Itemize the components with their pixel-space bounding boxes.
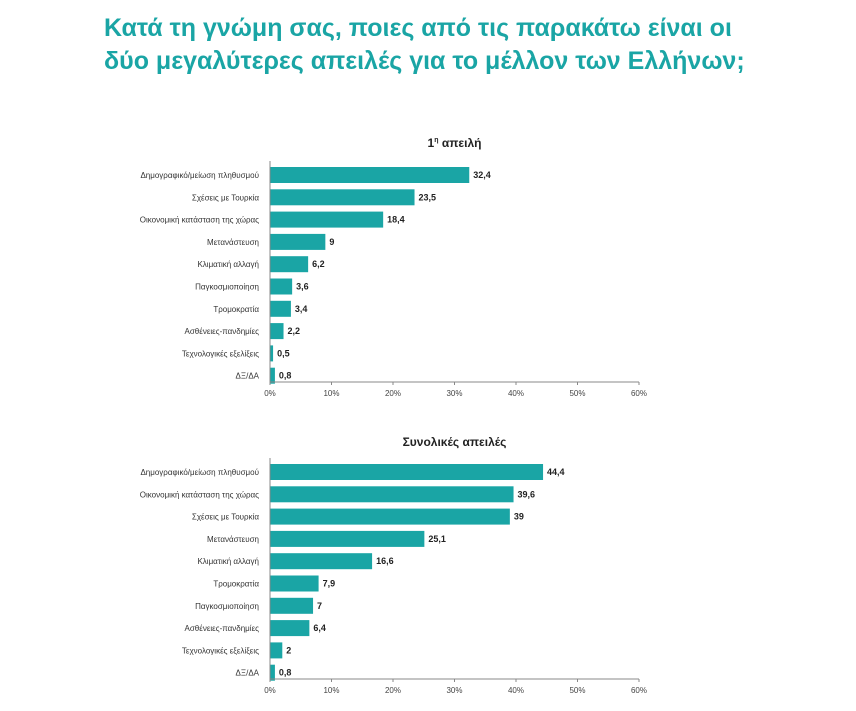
bar [270,464,543,480]
value-label: 2,2 [287,326,301,337]
value-label: 7,9 [322,578,336,589]
value-label: 0,5 [277,348,290,359]
bar [270,301,291,317]
bar [270,553,372,569]
bar [270,620,309,636]
chart-title: Συνολικές απειλές [402,435,507,449]
x-tick-label: 40% [507,686,525,695]
value-label: 18,4 [387,214,405,225]
category-label: Παγκοσμιοποίηση [195,601,259,611]
bar [270,598,313,614]
value-label: 0,8 [278,370,292,381]
x-tick-label: 60% [630,686,648,695]
bar [270,234,325,250]
value-label: 44,4 [547,467,565,477]
bar [270,665,275,681]
chart-title: $1^\eta$ απειλή [427,136,482,150]
value-label: 9 [329,236,335,247]
category-label: Τεχνολογικές εξελίξεις [181,646,259,656]
value-label: 32,4 [473,170,491,180]
category-label: Μετανάστευση [207,237,259,247]
value-label: 7 [317,600,323,611]
category-label: Παγκοσμιοποίηση [195,282,259,292]
category-label: Δημογραφικό/μείωση πληθυσμού [140,468,259,477]
bar [270,279,292,295]
bar [270,486,514,502]
category-label: ΔΞ/ΔΑ [235,371,259,381]
category-label: Μετανάστευση [207,534,259,544]
x-tick-label: 40% [507,389,525,398]
chart-first-threat [140,136,647,398]
category-label: Τρομοκρατία [213,579,259,589]
value-label: 3,4 [294,303,308,314]
bar [270,189,415,205]
value-label: 16,6 [376,556,394,567]
value-label: 25,1 [428,533,446,544]
bar [270,256,308,272]
category-label: Κλιματική αλλαγή [197,260,259,270]
x-tick-label: 60% [630,389,648,398]
x-tick-label: 10% [323,389,340,398]
chart-total-threats [140,435,647,695]
x-tick-label: 30% [446,686,463,695]
value-label: 3,6 [296,281,309,292]
value-label: 0,8 [278,667,292,678]
x-tick-label: 0% [264,686,276,695]
category-label: Οικονομική κατάσταση της χώρας [139,490,259,500]
x-tick-label: 0% [264,389,276,398]
x-tick-label: 20% [384,389,402,398]
category-label: Σχέσεις με Τουρκία [191,193,259,203]
bar [270,368,275,384]
value-label: 39,6 [517,489,536,500]
category-label: Τρομοκρατία [213,304,259,314]
x-tick-label: 10% [323,686,340,695]
value-label: 6,4 [313,623,326,634]
value-label: 2 [286,645,292,656]
category-label: Τεχνολογικές εξελίξεις [181,349,259,359]
x-tick-label: 50% [569,686,586,695]
x-tick-label: 30% [446,389,463,398]
bar [270,212,383,228]
bar [270,509,510,525]
category-label: Δημογραφικό/μείωση πληθυσμού [140,171,259,180]
bar [270,642,282,658]
x-tick-label: 20% [384,686,402,695]
category-label: Ασθένειες-πανδημίες [184,327,259,337]
value-label: 39 [513,511,524,522]
category-label: Κλιματική αλλαγή [197,557,259,567]
category-label: Ασθένειες-πανδημίες [184,624,259,634]
bar [270,167,469,183]
value-label: 23,5 [418,192,437,203]
bar [270,323,284,339]
bar [270,576,319,592]
category-label: Οικονομική κατάσταση της χώρας [139,215,259,225]
category-label: Σχέσεις με Τουρκία [191,512,259,522]
category-label: ΔΞ/ΔΑ [235,668,259,678]
value-label: 6,2 [312,259,325,270]
page-title: Κατά τη γνώμη σας, ποιες από τις παρακάτω είναι οι δύο μεγαλύτερες απειλές για το μέλλον των Ελλήνων; [104,14,745,75]
x-tick-label: 50% [569,389,586,398]
bar [270,531,424,547]
